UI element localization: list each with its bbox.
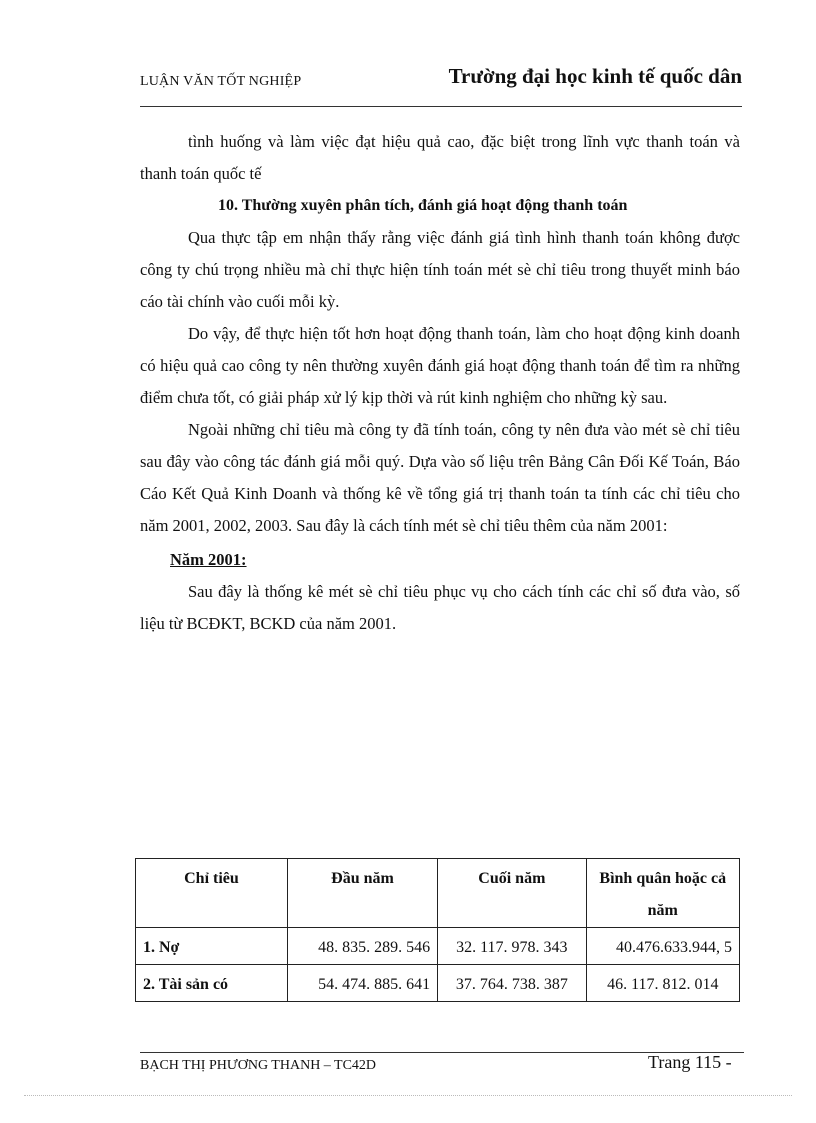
paragraph-continued: tình huống và làm việc đạt hiệu quả cao, đặc biệt trong lĩnh vực thanh toán và thanh toán quốc tế (140, 132, 740, 183)
thesis-label: LUẬN VĂN TỐT NGHIỆP (140, 74, 302, 89)
document-body (140, 126, 740, 640)
paragraph-indicators: Ngoài những chỉ tiêu mà công ty đã tính toán, công ty nên đưa vào mét sè chỉ tiêu sau đây vào công tác đánh giá mỗi quý. Dựa vào số liệu trên Bảng Cân Đối Kế Toán, Báo Cáo Kết Quả Kinh Doanh và thống kê về tổng giá trị thanh toán ta tính các chỉ tiêu cho năm 2001, 2002, 2003. Sau đây là cách tính mét sè chỉ tiêu thêm của năm 2001: (140, 420, 740, 535)
column-header: Cuối năm (438, 859, 586, 928)
cell-average: 46. 117. 812. 014 (586, 965, 739, 1002)
page-header (140, 62, 742, 96)
table-header-row (136, 859, 740, 928)
university-name: Trường đại học kinh tế quốc dân (448, 64, 742, 88)
cell-average: 40.476.633.944, 5 (586, 928, 739, 965)
paragraph-recommendation: Do vậy, để thực hiện tốt hơn hoạt động thanh toán, làm cho hoạt động kinh doanh có hiệu quả cao công ty nên thường xuyên đánh giá hoạt động thanh toán để tìm ra những điểm chưa tốt, có giải pháp xử lý kịp thời và rút kinh nghiệm cho những kỳ sau. (140, 324, 740, 407)
column-header: Đầu năm (287, 859, 437, 928)
paragraph-statistics: Sau đây là thống kê mét sè chỉ tiêu phục vụ cho cách tính các chỉ số đưa vào, số liệu từ BCĐKT, BCKD của năm 2001. (140, 582, 740, 633)
table-row (136, 965, 740, 1002)
header-divider (140, 106, 742, 107)
column-header: Bình quân hoặc cả năm (586, 859, 739, 928)
indicator-table (135, 858, 740, 1002)
table-row (136, 928, 740, 965)
year-subheading: Năm 2001: (170, 550, 247, 569)
author-name: BẠCH THỊ PHƯƠNG THANH – TC42D (140, 1058, 377, 1073)
section-heading: 10. Thường xuyên phân tích, đánh giá hoạt động thanh toán (218, 197, 628, 214)
cell-start-of-year: 54. 474. 885. 641 (287, 965, 437, 1002)
paragraph-observation: Qua thực tập em nhận thấy rằng việc đánh giá tình hình thanh toán không được công ty chú trọng nhiều mà chỉ thực hiện tính toán mét sè chỉ tiêu trong thuyết minh báo cáo tài chính vào cuối mỗi kỳ. (140, 228, 740, 311)
cell-end-of-year: 32. 117. 978. 343 (438, 928, 586, 965)
page-break-line (24, 1095, 792, 1096)
cell-start-of-year: 48. 835. 289. 546 (287, 928, 437, 965)
row-label: 2. Tài sản có (136, 965, 288, 1002)
row-label: 1. Nợ (136, 928, 288, 965)
cell-end-of-year: 37. 764. 738. 387 (438, 965, 586, 1002)
column-header: Chỉ tiêu (136, 859, 288, 928)
page-number: Trang 115 - (648, 1052, 732, 1072)
